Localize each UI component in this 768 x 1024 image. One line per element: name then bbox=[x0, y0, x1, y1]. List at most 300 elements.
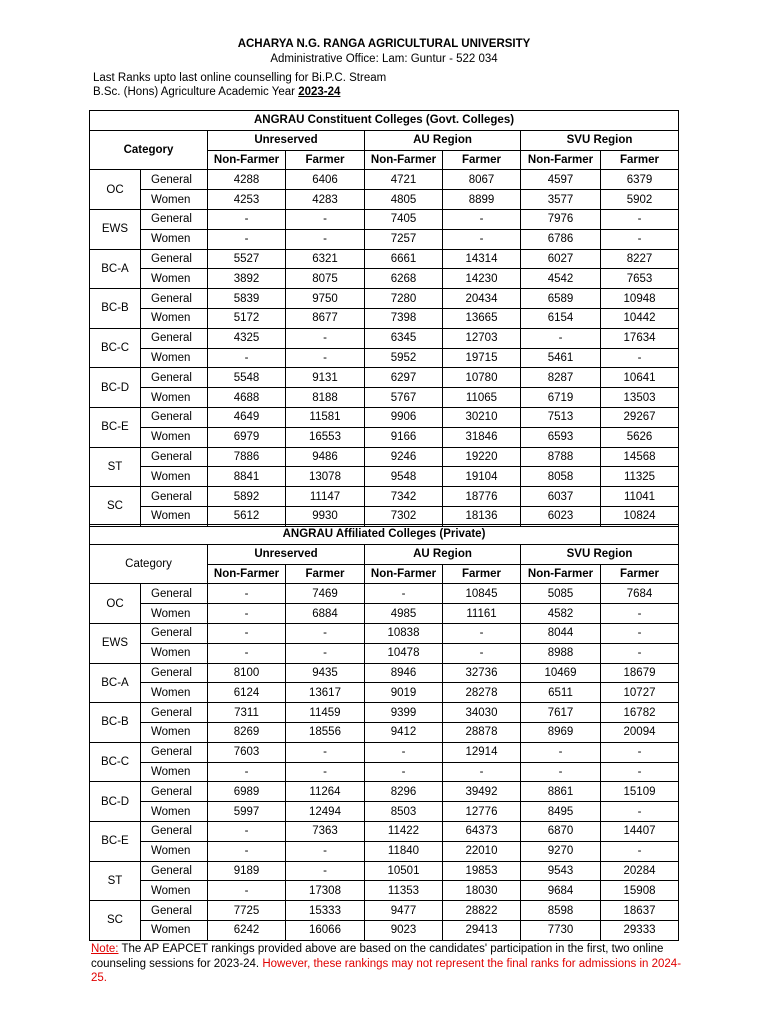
category-cell: ST bbox=[90, 861, 141, 901]
rank-cell: 4325 bbox=[208, 328, 286, 348]
subgroup-header: Farmer bbox=[601, 150, 679, 170]
rank-cell: 8067 bbox=[443, 170, 521, 190]
table-row bbox=[90, 249, 679, 269]
rank-cell: 8287 bbox=[521, 368, 601, 388]
rank-cell: 7603 bbox=[208, 742, 286, 762]
category-cell: OC bbox=[90, 170, 141, 210]
rank-cell: 16782 bbox=[601, 703, 679, 723]
rank-cell: 5172 bbox=[208, 308, 286, 328]
rank-cell: 6870 bbox=[521, 821, 601, 841]
rank-cell: - bbox=[443, 229, 521, 249]
rank-cell: - bbox=[208, 348, 286, 368]
rank-cell: 7302 bbox=[365, 506, 443, 526]
rank-cell: - bbox=[601, 643, 679, 663]
subgroup-header: Non-Farmer bbox=[521, 564, 601, 584]
note-text: The AP EAPCET rankings provided above are based on the candidates' participation in the first, two online counseling sessions for 2023-24. bbox=[91, 943, 664, 970]
rank-cell: 7617 bbox=[521, 703, 601, 723]
rank-cell: 10641 bbox=[601, 368, 679, 388]
rank-cell: - bbox=[601, 348, 679, 368]
rank-cell: - bbox=[443, 643, 521, 663]
table-row bbox=[90, 802, 679, 822]
rank-cell: 8861 bbox=[521, 782, 601, 802]
rank-cell: 7513 bbox=[521, 407, 601, 427]
govt-colleges-table bbox=[89, 110, 679, 527]
table-row bbox=[90, 308, 679, 328]
rank-cell: 11353 bbox=[365, 881, 443, 901]
subcategory-cell: Women bbox=[141, 722, 208, 742]
rank-cell: 18679 bbox=[601, 663, 679, 683]
rank-cell: 11459 bbox=[286, 703, 365, 723]
rank-cell: 5612 bbox=[208, 506, 286, 526]
table-row bbox=[90, 782, 679, 802]
rank-cell: 10780 bbox=[443, 368, 521, 388]
rank-cell: - bbox=[601, 802, 679, 822]
table-title: ANGRAU Constituent Colleges (Govt. Colleges) bbox=[90, 111, 679, 131]
rank-cell: 9750 bbox=[286, 289, 365, 309]
rank-cell: - bbox=[443, 623, 521, 643]
office-address: Administrative Office: Lam: Guntur - 522 034 bbox=[270, 53, 498, 65]
rank-cell: 10948 bbox=[601, 289, 679, 309]
rank-cell: 11581 bbox=[286, 407, 365, 427]
table-row bbox=[90, 821, 679, 841]
rank-cell: - bbox=[601, 742, 679, 762]
subcategory-cell: Women bbox=[141, 388, 208, 408]
rank-cell: 6297 bbox=[365, 368, 443, 388]
table-row bbox=[90, 762, 679, 782]
rank-cell: 6589 bbox=[521, 289, 601, 309]
rank-cell: - bbox=[443, 209, 521, 229]
rank-cell: 7653 bbox=[601, 269, 679, 289]
rank-cell: 7725 bbox=[208, 901, 286, 921]
rank-cell: 20284 bbox=[601, 861, 679, 881]
category-cell: BC-C bbox=[90, 742, 141, 782]
subgroup-header: Non-Farmer bbox=[365, 150, 443, 170]
rank-cell: - bbox=[286, 643, 365, 663]
subcategory-cell: General bbox=[141, 209, 208, 229]
subcategory-cell: General bbox=[141, 447, 208, 467]
table-title: ANGRAU Affiliated Colleges (Private) bbox=[90, 525, 679, 545]
rank-cell: 7469 bbox=[286, 584, 365, 604]
subcategory-cell: Women bbox=[141, 506, 208, 526]
table-row bbox=[90, 170, 679, 190]
university-name: ACHARYA N.G. RANGA AGRICULTURAL UNIVERSITY bbox=[237, 38, 531, 50]
rank-cell: 6023 bbox=[521, 506, 601, 526]
rank-cell: 6242 bbox=[208, 920, 286, 940]
rank-cell: 15333 bbox=[286, 901, 365, 921]
group-header: Unreserved bbox=[208, 130, 365, 150]
subcategory-cell: General bbox=[141, 821, 208, 841]
rank-cell: 64373 bbox=[443, 821, 521, 841]
rank-cell: 8988 bbox=[521, 643, 601, 663]
rank-cell: 18776 bbox=[443, 487, 521, 507]
rank-cell: 8058 bbox=[521, 467, 601, 487]
rank-cell: 12703 bbox=[443, 328, 521, 348]
rank-cell: - bbox=[601, 229, 679, 249]
rank-cell: 6268 bbox=[365, 269, 443, 289]
rank-cell: 5997 bbox=[208, 802, 286, 822]
rank-cell: 7730 bbox=[521, 920, 601, 940]
table-row bbox=[90, 190, 679, 210]
subgroup-header: Farmer bbox=[601, 564, 679, 584]
rank-cell: 6979 bbox=[208, 427, 286, 447]
table-row bbox=[90, 229, 679, 249]
table-row bbox=[90, 289, 679, 309]
rank-cell: 5839 bbox=[208, 289, 286, 309]
table-row bbox=[90, 663, 679, 683]
rank-cell: 14568 bbox=[601, 447, 679, 467]
category-cell: BC-D bbox=[90, 368, 141, 408]
rank-cell: 13665 bbox=[443, 308, 521, 328]
rank-cell: 4985 bbox=[365, 604, 443, 624]
group-header: AU Region bbox=[365, 130, 521, 150]
subgroup-header: Non-Farmer bbox=[365, 564, 443, 584]
subcategory-cell: Women bbox=[141, 308, 208, 328]
rank-cell: - bbox=[208, 229, 286, 249]
rank-cell: 15908 bbox=[601, 881, 679, 901]
table-row bbox=[90, 368, 679, 388]
category-cell: BC-A bbox=[90, 249, 141, 289]
subgroup-header: Farmer bbox=[443, 150, 521, 170]
rank-cell: 5892 bbox=[208, 487, 286, 507]
rank-cell: 8495 bbox=[521, 802, 601, 822]
subcategory-cell: Women bbox=[141, 229, 208, 249]
rank-cell: 8188 bbox=[286, 388, 365, 408]
rank-cell: 17634 bbox=[601, 328, 679, 348]
rank-cell: 7976 bbox=[521, 209, 601, 229]
rank-cell: - bbox=[286, 762, 365, 782]
subgroup-header: Non-Farmer bbox=[521, 150, 601, 170]
rank-cell: 10501 bbox=[365, 861, 443, 881]
subgroup-header: Farmer bbox=[286, 564, 365, 584]
rank-cell: 9543 bbox=[521, 861, 601, 881]
rank-cell: 7311 bbox=[208, 703, 286, 723]
subgroup-header: Farmer bbox=[286, 150, 365, 170]
subgroup-header: Farmer bbox=[443, 564, 521, 584]
rank-cell: 6379 bbox=[601, 170, 679, 190]
rank-cell: - bbox=[521, 762, 601, 782]
rank-cell: 9477 bbox=[365, 901, 443, 921]
table-row bbox=[90, 901, 679, 921]
rank-cell: 5626 bbox=[601, 427, 679, 447]
category-cell: OC bbox=[90, 584, 141, 624]
subcategory-cell: General bbox=[141, 742, 208, 762]
rank-cell: 6154 bbox=[521, 308, 601, 328]
subcategory-cell: Women bbox=[141, 841, 208, 861]
rank-cell: 9412 bbox=[365, 722, 443, 742]
rank-cell: 32736 bbox=[443, 663, 521, 683]
rank-cell: 9246 bbox=[365, 447, 443, 467]
subcategory-cell: Women bbox=[141, 604, 208, 624]
rank-cell: 7363 bbox=[286, 821, 365, 841]
rank-cell: 4688 bbox=[208, 388, 286, 408]
rank-cell: - bbox=[365, 742, 443, 762]
rank-cell: 10727 bbox=[601, 683, 679, 703]
rank-cell: - bbox=[286, 229, 365, 249]
subcategory-cell: General bbox=[141, 249, 208, 269]
rank-cell: 18556 bbox=[286, 722, 365, 742]
table-row bbox=[90, 467, 679, 487]
rank-cell: 14230 bbox=[443, 269, 521, 289]
table-row bbox=[90, 447, 679, 467]
rank-cell: 9270 bbox=[521, 841, 601, 861]
table-row bbox=[90, 407, 679, 427]
table-row bbox=[90, 584, 679, 604]
category-cell: EWS bbox=[90, 623, 141, 663]
rank-cell: 5527 bbox=[208, 249, 286, 269]
rank-cell: 4649 bbox=[208, 407, 286, 427]
table-row bbox=[90, 881, 679, 901]
table-row bbox=[90, 427, 679, 447]
category-cell: SC bbox=[90, 901, 141, 941]
rank-cell: - bbox=[208, 821, 286, 841]
rank-cell: 8899 bbox=[443, 190, 521, 210]
table-row bbox=[90, 861, 679, 881]
rank-cell: 12776 bbox=[443, 802, 521, 822]
rank-cell: - bbox=[601, 209, 679, 229]
rank-cell: 6593 bbox=[521, 427, 601, 447]
rank-cell: 7684 bbox=[601, 584, 679, 604]
rank-cell: 8227 bbox=[601, 249, 679, 269]
rank-cell: 8296 bbox=[365, 782, 443, 802]
rank-cell: 8946 bbox=[365, 663, 443, 683]
rank-cell: - bbox=[208, 209, 286, 229]
rank-cell: 11147 bbox=[286, 487, 365, 507]
rank-cell: 10442 bbox=[601, 308, 679, 328]
category-cell: BC-E bbox=[90, 407, 141, 447]
category-cell: BC-B bbox=[90, 703, 141, 743]
rank-cell: - bbox=[601, 762, 679, 782]
table-row bbox=[90, 703, 679, 723]
rank-cell: 6786 bbox=[521, 229, 601, 249]
category-cell: SC bbox=[90, 487, 141, 527]
rank-cell: 8788 bbox=[521, 447, 601, 467]
rank-cell: 7342 bbox=[365, 487, 443, 507]
rank-cell: - bbox=[208, 643, 286, 663]
subcategory-cell: General bbox=[141, 623, 208, 643]
rank-cell: 11065 bbox=[443, 388, 521, 408]
rank-cell: 16066 bbox=[286, 920, 365, 940]
intro-line-2-text: B.Sc. (Hons) Agriculture Academic Year bbox=[93, 86, 299, 98]
rank-cell: 18030 bbox=[443, 881, 521, 901]
rank-cell: 5548 bbox=[208, 368, 286, 388]
table-row bbox=[90, 623, 679, 643]
rank-cell: 34030 bbox=[443, 703, 521, 723]
rank-cell: - bbox=[601, 623, 679, 643]
rank-cell: 15109 bbox=[601, 782, 679, 802]
group-header: AU Region bbox=[365, 544, 521, 564]
rank-cell: 6884 bbox=[286, 604, 365, 624]
rank-cell: - bbox=[443, 762, 521, 782]
rank-cell: 6345 bbox=[365, 328, 443, 348]
rank-cell: 8969 bbox=[521, 722, 601, 742]
group-header: Unreserved bbox=[208, 544, 365, 564]
rank-cell: 13617 bbox=[286, 683, 365, 703]
rank-cell: 19715 bbox=[443, 348, 521, 368]
subcategory-cell: General bbox=[141, 861, 208, 881]
rank-cell: 5952 bbox=[365, 348, 443, 368]
table-row bbox=[90, 643, 679, 663]
academic-year: 2023-24 bbox=[298, 86, 341, 98]
rank-cell: 14407 bbox=[601, 821, 679, 841]
table-row bbox=[90, 742, 679, 762]
rank-cell: - bbox=[286, 209, 365, 229]
rank-cell: 6321 bbox=[286, 249, 365, 269]
rank-cell: - bbox=[521, 328, 601, 348]
subcategory-cell: Women bbox=[141, 881, 208, 901]
category-cell: BC-B bbox=[90, 289, 141, 329]
rank-cell: - bbox=[286, 742, 365, 762]
rank-cell: 6661 bbox=[365, 249, 443, 269]
rank-cell: - bbox=[365, 762, 443, 782]
rank-cell: 4283 bbox=[286, 190, 365, 210]
rank-cell: - bbox=[208, 841, 286, 861]
rank-cell: 7280 bbox=[365, 289, 443, 309]
rank-cell: 9189 bbox=[208, 861, 286, 881]
rank-cell: - bbox=[601, 841, 679, 861]
category-cell: BC-A bbox=[90, 663, 141, 703]
rank-cell: 6989 bbox=[208, 782, 286, 802]
rank-cell: 11161 bbox=[443, 604, 521, 624]
subcategory-cell: General bbox=[141, 487, 208, 507]
rank-cell: 10845 bbox=[443, 584, 521, 604]
rank-cell: 8044 bbox=[521, 623, 601, 643]
intro-line-1: Last Ranks upto last online counselling for Bi.P.C. Stream bbox=[93, 72, 387, 84]
table-row bbox=[90, 722, 679, 742]
rank-cell: 4542 bbox=[521, 269, 601, 289]
rank-cell: 9906 bbox=[365, 407, 443, 427]
rank-cell: 5902 bbox=[601, 190, 679, 210]
rank-cell: - bbox=[208, 762, 286, 782]
note-label: Note: bbox=[91, 943, 119, 955]
subcategory-cell: General bbox=[141, 703, 208, 723]
rank-cell: 5085 bbox=[521, 584, 601, 604]
rank-cell: 17308 bbox=[286, 881, 365, 901]
subcategory-cell: General bbox=[141, 289, 208, 309]
rank-cell: 28822 bbox=[443, 901, 521, 921]
rank-cell: 10824 bbox=[601, 506, 679, 526]
rank-cell: 9131 bbox=[286, 368, 365, 388]
rank-cell: 20434 bbox=[443, 289, 521, 309]
rank-cell: - bbox=[208, 623, 286, 643]
rank-cell: 16553 bbox=[286, 427, 365, 447]
rank-cell: 9930 bbox=[286, 506, 365, 526]
rank-cell: 8503 bbox=[365, 802, 443, 822]
rank-cell: - bbox=[286, 841, 365, 861]
rank-cell: 8841 bbox=[208, 467, 286, 487]
rank-cell: 7257 bbox=[365, 229, 443, 249]
table-row bbox=[90, 348, 679, 368]
rank-cell: 31846 bbox=[443, 427, 521, 447]
table-row bbox=[90, 328, 679, 348]
rank-cell: 4288 bbox=[208, 170, 286, 190]
table-row bbox=[90, 841, 679, 861]
category-cell: ST bbox=[90, 447, 141, 487]
rank-cell: 14314 bbox=[443, 249, 521, 269]
subcategory-cell: General bbox=[141, 407, 208, 427]
subgroup-header: Non-Farmer bbox=[208, 564, 286, 584]
rank-cell: - bbox=[365, 584, 443, 604]
rank-cell: 7405 bbox=[365, 209, 443, 229]
rank-cell: 19853 bbox=[443, 861, 521, 881]
rank-cell: 3577 bbox=[521, 190, 601, 210]
group-header: SVU Region bbox=[521, 544, 679, 564]
rank-cell: 28278 bbox=[443, 683, 521, 703]
subcategory-cell: General bbox=[141, 663, 208, 683]
rank-cell: 9399 bbox=[365, 703, 443, 723]
rank-cell: - bbox=[286, 328, 365, 348]
rank-cell: 39492 bbox=[443, 782, 521, 802]
subcategory-cell: General bbox=[141, 782, 208, 802]
rank-cell: 8100 bbox=[208, 663, 286, 683]
subcategory-cell: Women bbox=[141, 762, 208, 782]
table-row bbox=[90, 920, 679, 940]
table-row bbox=[90, 604, 679, 624]
rank-cell: 19104 bbox=[443, 467, 521, 487]
rank-cell: 11840 bbox=[365, 841, 443, 861]
rank-cell: 9019 bbox=[365, 683, 443, 703]
subcategory-cell: General bbox=[141, 584, 208, 604]
subcategory-cell: General bbox=[141, 328, 208, 348]
category-cell: BC-D bbox=[90, 782, 141, 822]
table-row bbox=[90, 487, 679, 507]
rank-cell: 7886 bbox=[208, 447, 286, 467]
rank-cell: 18637 bbox=[601, 901, 679, 921]
rank-cell: 10838 bbox=[365, 623, 443, 643]
rank-cell: 9486 bbox=[286, 447, 365, 467]
subcategory-cell: Women bbox=[141, 643, 208, 663]
intro-line-2 bbox=[93, 86, 340, 98]
rank-cell: 13078 bbox=[286, 467, 365, 487]
rank-cell: - bbox=[601, 604, 679, 624]
subgroup-header: Non-Farmer bbox=[208, 150, 286, 170]
rank-cell: 5461 bbox=[521, 348, 601, 368]
subcategory-cell: Women bbox=[141, 802, 208, 822]
category-header: Category bbox=[90, 130, 208, 170]
rank-cell: 12914 bbox=[443, 742, 521, 762]
category-header: Category bbox=[90, 544, 208, 584]
rank-cell: - bbox=[521, 742, 601, 762]
rank-cell: 29413 bbox=[443, 920, 521, 940]
subcategory-cell: Women bbox=[141, 269, 208, 289]
rank-cell: 9435 bbox=[286, 663, 365, 683]
rank-cell: 4253 bbox=[208, 190, 286, 210]
subcategory-cell: Women bbox=[141, 348, 208, 368]
rank-cell: - bbox=[286, 861, 365, 881]
rank-cell: 22010 bbox=[443, 841, 521, 861]
footnote bbox=[91, 942, 691, 986]
rank-cell: - bbox=[208, 604, 286, 624]
subcategory-cell: Women bbox=[141, 467, 208, 487]
rank-cell: 11422 bbox=[365, 821, 443, 841]
subcategory-cell: General bbox=[141, 170, 208, 190]
rank-cell: 20094 bbox=[601, 722, 679, 742]
rank-cell: - bbox=[208, 881, 286, 901]
rank-cell: 3892 bbox=[208, 269, 286, 289]
rank-cell: 11264 bbox=[286, 782, 365, 802]
rank-cell: 29333 bbox=[601, 920, 679, 940]
rank-cell: 28878 bbox=[443, 722, 521, 742]
rank-cell: 30210 bbox=[443, 407, 521, 427]
rank-cell: 4721 bbox=[365, 170, 443, 190]
rank-cell: - bbox=[208, 584, 286, 604]
rank-cell: 7398 bbox=[365, 308, 443, 328]
private-colleges-table bbox=[89, 524, 679, 941]
rank-cell: 29267 bbox=[601, 407, 679, 427]
rank-cell: 18136 bbox=[443, 506, 521, 526]
rank-cell: 10478 bbox=[365, 643, 443, 663]
rank-cell: 6406 bbox=[286, 170, 365, 190]
table-row bbox=[90, 388, 679, 408]
